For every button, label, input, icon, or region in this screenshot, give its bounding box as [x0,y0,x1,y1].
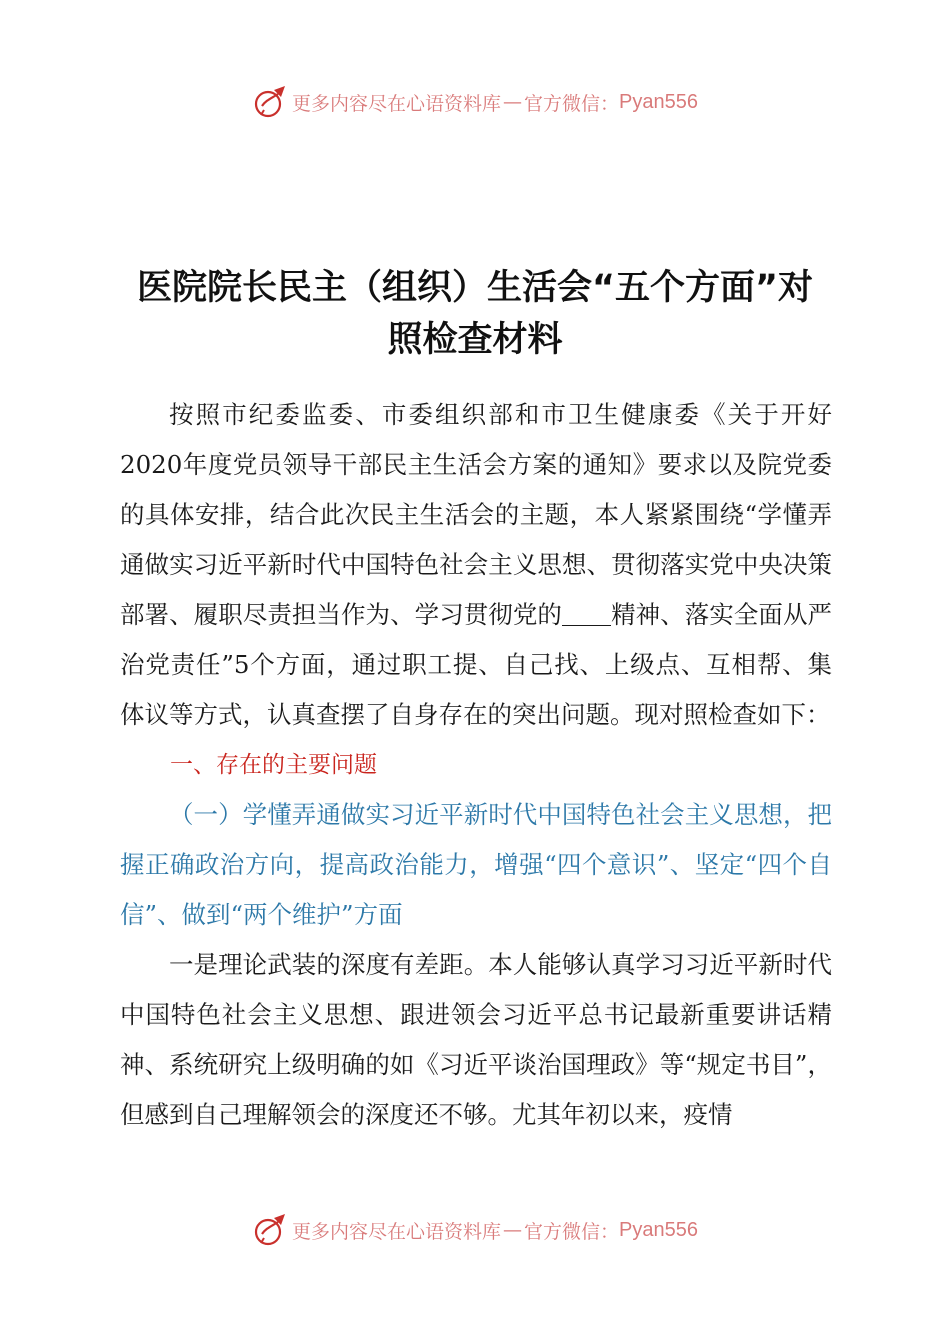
point-paragraph-1: 一是理论武装的深度有差距。本人能够认真学习习近平新时代中国特色社会主义思想、跟进领会习近平总书记最新重要讲话精神、系统研究上级明确的如《习近平谈治国理政》等“规定书目”，但感到自己理解领会的深度还不够。尤其年初以来，疫情 [120,950,832,1129]
intro-paragraph: 按照市纪委监委、市委组织部和市卫生健康委《关于开好2020年度党员领导干部民主生活会方案的通知》要求以及院党委的具体安排，结合此次民主生活会的主题，本人紧紧围绕“学懂弄通做实习近平新时代中国特色社会主义思想、贯彻落实党中央决策部署、履职尽责担当作为、学习贯彻党的＿＿精神、落实全面从严治党责任”5个方面，通过职工提、自己找、上级点、互相帮、集体议等方式，认真查摆了自身存在的突出问题。现对照检查如下： [120,400,832,729]
watermark-separator: — [503,91,523,113]
document-body [120,390,832,1140]
document-title [110,262,840,366]
title-line-2: 照检查材料 [387,320,563,360]
watermark-text: 更多内容尽在心语资料库 [292,1220,502,1243]
watermark-separator: — [503,1219,523,1241]
watermark-banner-bottom [0,1208,950,1252]
watermark-official: 官方微信： [524,1220,620,1243]
subsection-heading-1: （一）学懂弄通做实习近平新时代中国特色社会主义思想，把握正确政治方向，提高政治能力，增强“四个意识”、坚定“四个自信”、做到“两个维护”方面 [120,800,832,929]
pen-logo-icon [252,1212,288,1248]
watermark-account: Pyan556 [619,90,698,113]
watermark-banner-top [0,80,950,124]
watermark-text: 更多内容尽在心语资料库 [292,92,502,115]
watermark-official: 官方微信： [524,92,620,115]
title-line-1: 医院院长民主（组织）生活会“五个方面”对 [136,268,813,308]
section-heading-1: 一、存在的主要问题 [170,752,377,778]
pen-logo-icon [252,84,288,120]
watermark-account: Pyan556 [619,1218,698,1241]
